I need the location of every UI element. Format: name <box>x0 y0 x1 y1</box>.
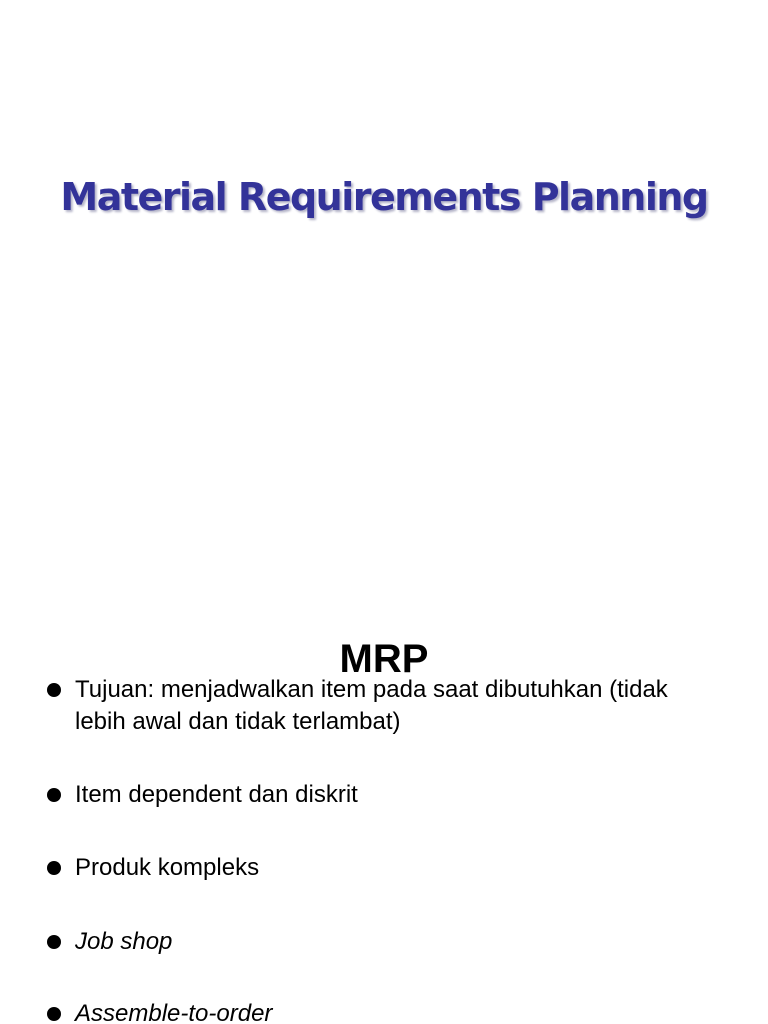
bullet-text: Job shop <box>75 928 173 955</box>
bullet-dot-icon <box>47 861 61 875</box>
bullet-text: Item dependent dan diskrit <box>75 781 358 808</box>
bullet-text: Produk kompleks <box>75 854 260 881</box>
slide-mrp <box>0 576 768 1024</box>
bullet-dot-icon <box>47 1007 61 1021</box>
slide-mrp-heading: MRP <box>339 637 429 682</box>
bullet-text: Tujuan: menjadwalkan item pada saat dibutuhkan (tidak lebih awal dan tidak terlambat) <box>75 676 668 735</box>
bullet-dot-icon <box>47 683 61 697</box>
bullet-dot-icon <box>47 788 61 802</box>
bullet-text: Assemble-to-order <box>75 1000 273 1024</box>
slide-title-heading: Material Requirements Planning <box>60 175 708 220</box>
bullet-dot-icon <box>47 935 61 949</box>
